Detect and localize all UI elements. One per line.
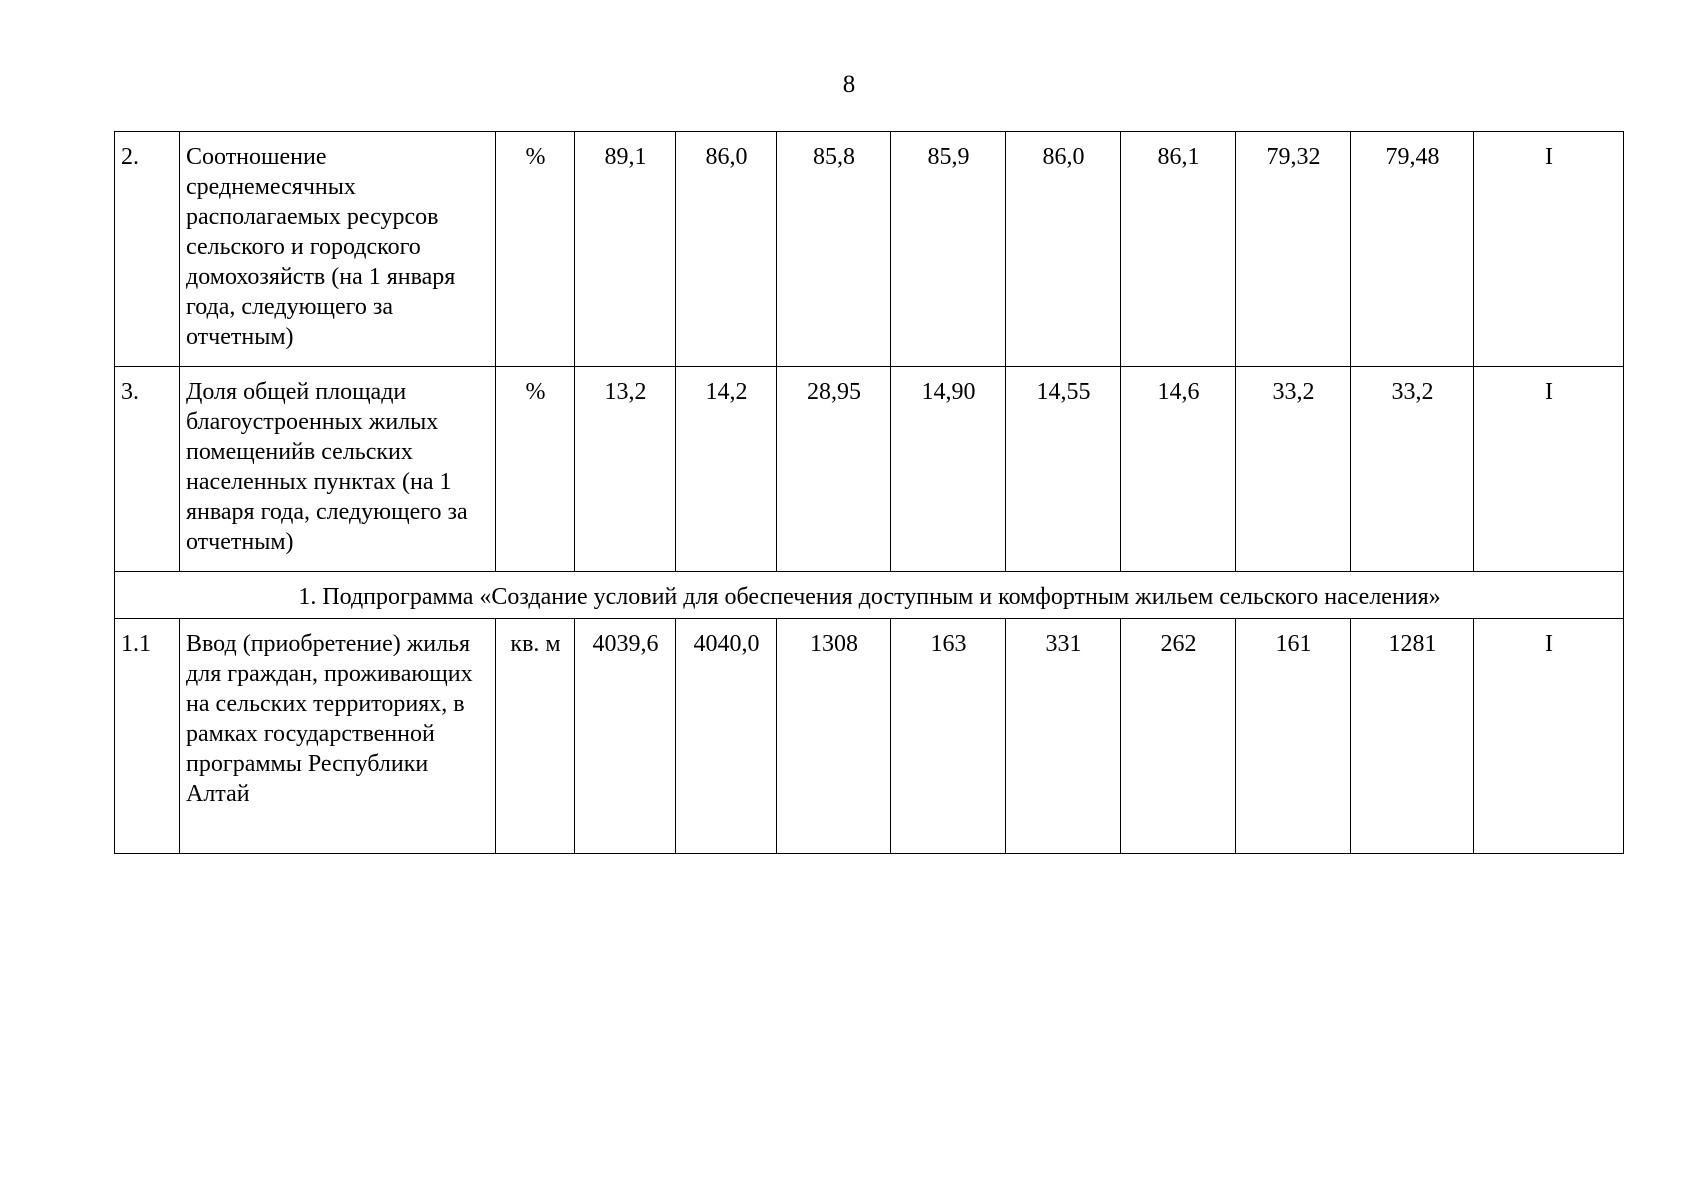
value-cell: 262	[1121, 619, 1236, 854]
value-cell: 4040,0	[676, 619, 777, 854]
value-cell: 14,2	[676, 367, 777, 572]
value-cell: 14,6	[1121, 367, 1236, 572]
value-cell: 161	[1236, 619, 1351, 854]
value-cell: 79,48	[1351, 132, 1474, 367]
unit-cell: %	[496, 367, 575, 572]
value-cell: 33,2	[1236, 367, 1351, 572]
value-cell: 331	[1006, 619, 1121, 854]
page-number: 8	[842, 71, 856, 98]
indicator-name: Соотношение среднемесячных располагаемых ресурсов сельского и городского домохозяйств (на 1 января года, следующего за отчетным)	[180, 132, 496, 367]
mark-cell: I	[1474, 132, 1624, 367]
value-cell: 86,0	[676, 132, 777, 367]
value-cell: 1281	[1351, 619, 1474, 854]
unit-cell: %	[496, 132, 575, 367]
value-cell: 4039,6	[575, 619, 676, 854]
value-cell: 86,1	[1121, 132, 1236, 367]
table-row	[115, 132, 1624, 367]
value-cell: 86,0	[1006, 132, 1121, 367]
value-cell: 13,2	[575, 367, 676, 572]
indicator-name: Ввод (приобретение) жилья для граждан, проживающих на сельских территориях, в рамках государственной программы Республики Алтай	[180, 619, 496, 854]
value-cell: 1308	[777, 619, 891, 854]
value-cell: 14,55	[1006, 367, 1121, 572]
value-cell: 28,95	[777, 367, 891, 572]
indicator-name: Доля общей площади благоустроенных жилых помещенийв сельских населенных пунктах (на 1 января года, следующего за отчетным)	[180, 367, 496, 572]
mark-cell: I	[1474, 367, 1624, 572]
unit-cell: кв. м	[496, 619, 575, 854]
mark-cell: I	[1474, 619, 1624, 854]
value-cell: 14,90	[891, 367, 1006, 572]
table-row	[115, 619, 1624, 854]
row-number: 1.1	[115, 619, 180, 854]
value-cell: 163	[891, 619, 1006, 854]
row-number: 3.	[115, 367, 180, 572]
table-row	[115, 367, 1624, 572]
value-cell: 79,32	[1236, 132, 1351, 367]
section-row	[115, 572, 1624, 619]
value-cell: 33,2	[1351, 367, 1474, 572]
value-cell: 89,1	[575, 132, 676, 367]
row-number: 2.	[115, 132, 180, 367]
indicators-table	[114, 131, 1624, 854]
value-cell: 85,8	[777, 132, 891, 367]
value-cell: 85,9	[891, 132, 1006, 367]
subprogram-title: 1. Подпрограмма «Создание условий для обеспечения доступным и комфортным жильем сельского населения»	[115, 572, 1624, 619]
